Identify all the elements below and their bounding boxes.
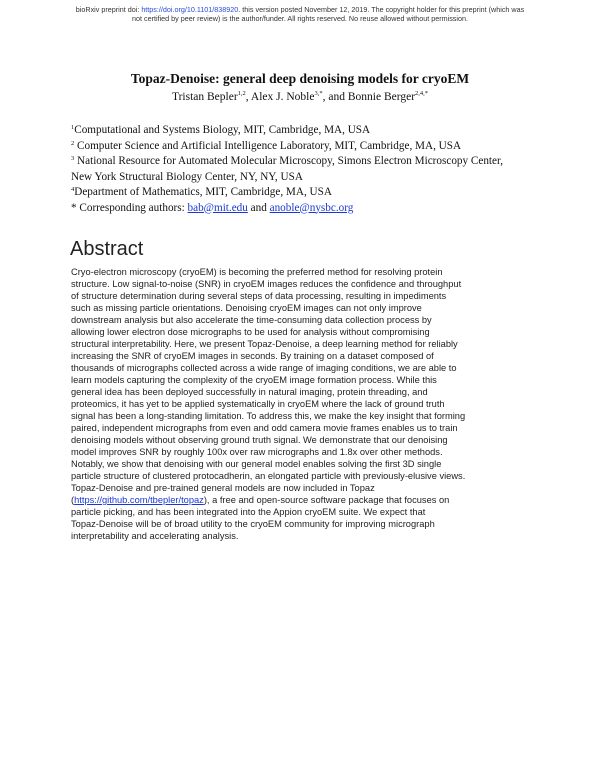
author-affil-sup: 3,* [314, 90, 323, 97]
abstract-line: Topaz-Denoise and pre-trained general models are now included in Topaz [71, 483, 375, 493]
abstract-line: particle structure of clustered protocadherin, an elongated particle with previously-elusive views. [71, 471, 466, 481]
header-line-1: bioRxiv preprint doi: https://doi.org/10.1101/838920. this version posted November 12, 2019. The copyright holder for this preprint (which was [75, 5, 525, 14]
abstract-line: proteomics, it has yet to be applied systematically in cryoEM where the lack of ground truth [71, 399, 445, 409]
abstract-line: general idea has been deployed successfully in natural imaging, protein threading, and [71, 387, 428, 397]
abstract-line: learn models capturing the complexity of the cryoEM image formation process. While this [71, 375, 437, 385]
abstract-line-with-link: (https://github.com/tbepler/topaz), a free and open-source software package that focuses on [71, 495, 450, 505]
abstract-heading: Abstract [70, 238, 144, 260]
abstract-line: allowing lower electron dose micrographs to be used for analysis without compromising [71, 327, 430, 337]
header-line-2: not certified by peer review) is the author/funder. All rights reserved. No reuse allowed without permission. [132, 14, 468, 23]
email-link-anoble[interactable]: anoble@nysbc.org [269, 201, 354, 214]
abstract-line: thousands of micrographs collected across a wide range of imaging conditions, we are able to [71, 363, 457, 373]
email-link-bab[interactable]: bab@mit.edu [187, 201, 248, 214]
abstract-line: downstream analysis but also accelerate the time-consuming data collection process by [71, 315, 432, 325]
abstract-line: increasing the SNR of cryoEM images in seconds. By training on a dataset composed of [71, 351, 434, 361]
abstract-body [71, 266, 541, 542]
corresponding-authors: * Corresponding authors: bab@mit.edu and anoble@nysbc.org [71, 201, 354, 214]
abstract-line: model improves SNR by roughly 100x over raw micrographs and 1.8x over other methods. [71, 447, 443, 457]
abstract-line: such as missing particle orientations. Denoising cryoEM images can not only improve [71, 303, 422, 313]
preprint-header [30, 5, 570, 23]
affiliations [71, 123, 571, 216]
abstract-line: paired, independent micrographs from even and odd camera movie frames enables us to train [71, 423, 458, 433]
abstract-line: Topaz-Denoise will be of broad utility to the cryoEM community for improving micrograph [71, 519, 435, 529]
abstract-line: particle picking, and has been integrated into the Appion cryoEM suite. We expect that [71, 507, 426, 517]
affiliation-1: $^1$Computational and Systems Biology, MIT, Cambridge, MA, USA [71, 124, 371, 136]
author-affil-sup: 1,2 [237, 90, 246, 97]
topaz-github-link[interactable]: https://github.com/tbepler/topaz [74, 495, 204, 505]
affiliation-2: $^2$ Computer Science and Artificial Intelligence Laboratory, MIT, Cambridge, MA, USA [71, 139, 462, 152]
author-name: Bonnie Berger [347, 91, 416, 103]
affiliation-4: $^4$Department of Mathematics, MIT, Cambridge, MA, USA [71, 186, 332, 198]
paper-title: Topaz-Denoise: general deep denoising models for cryoEM [130, 71, 470, 86]
abstract-line: of structure determination during several steps of data processing, resulting in impediments [71, 291, 447, 301]
abstract-line: structural interpretability. Here, we present Topaz-Denoise, a deep learning method for reliably [71, 339, 458, 349]
affiliation-3: $^3$ National Resource for Automated Molecular Microscopy, Simons Electron Microscopy Center, [71, 155, 504, 167]
abstract-line: Notably, we show that denoising with our general model enables solving the first 3D single [71, 459, 442, 469]
abstract-line: structure. Low signal-to-noise (SNR) in cryoEM images reduces the confidence and throughput [71, 279, 462, 289]
author-list: Tristan Bepler$^{1,2}$, Alex J. Noble$^{3,*}$, and Bonnie Berger$^{2,4,*}$ [171, 90, 429, 103]
author-name: Alex J. Noble [250, 91, 315, 103]
abstract-line: Cryo-electron microscopy (cryoEM) is becoming the preferred method for resolving protein [71, 267, 443, 277]
abstract-line: interpretability and accelerating analysis. [71, 531, 239, 541]
affiliation-3-cont: New York Structural Biology Center, NY, NY, USA [71, 170, 303, 183]
abstract-line: denoising models without observing ground truth signal. We demonstrate that our denoising [71, 435, 448, 445]
author-name: Tristan Bepler [171, 91, 238, 103]
doi-link[interactable]: https://doi.org/10.1101/838920 [141, 5, 239, 14]
author-affil-sup: 2,4,* [415, 90, 429, 97]
abstract-line: signal has been a long-standing limitation. To address this, we make the key insight that forming [71, 411, 466, 421]
